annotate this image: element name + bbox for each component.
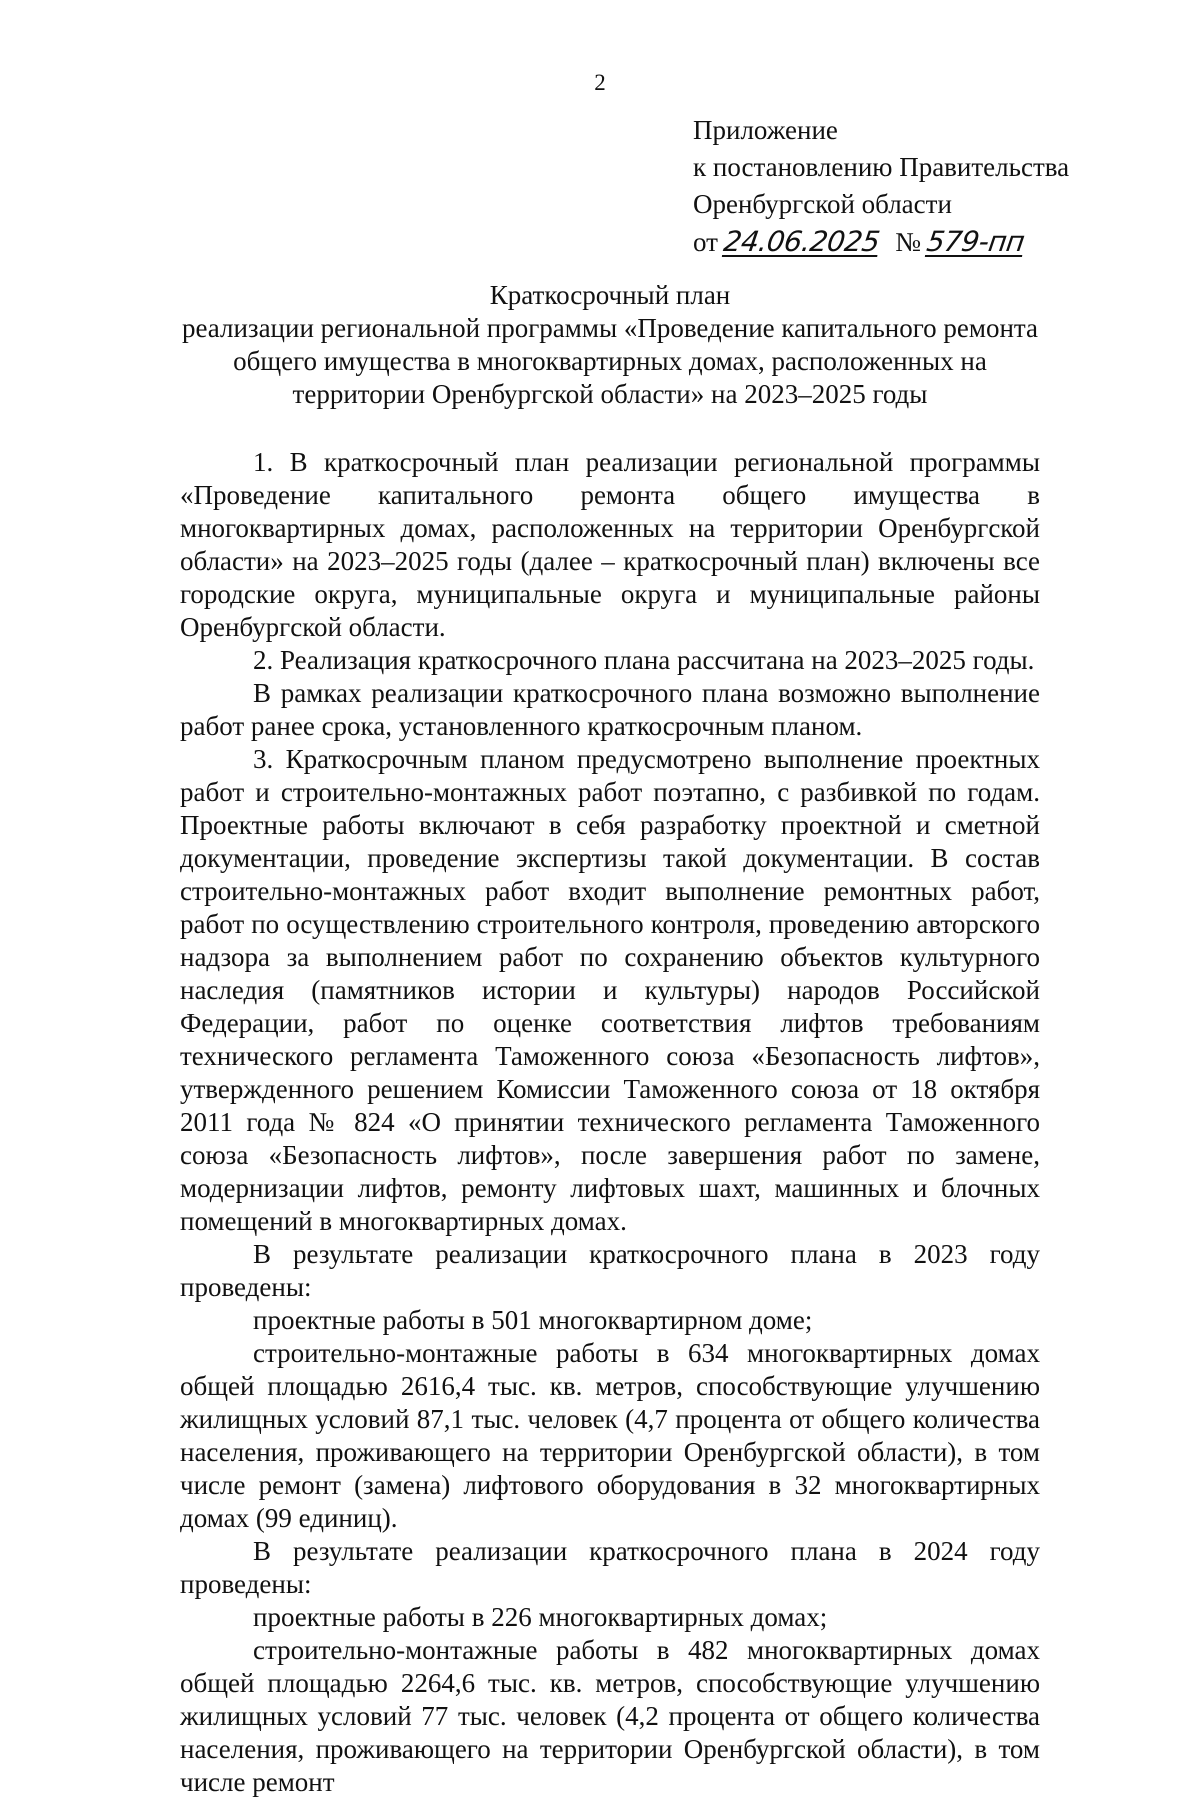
paragraph-1: 1. В краткосрочный план реализации региональной программы «Проведение капитального ремонта общего имущества в многоквартирных домах, расположенных на территории Оренбургской области» на 2023–2025 годы (далее – краткосрочный план) включены все городские округа, муниципальные округа и муниципальные районы Оренбургской области. (180, 447, 1040, 642)
appendix-region: Оренбургской области (693, 189, 952, 219)
title-line-4: территории Оренбургской области» на 2023–2025 годы (292, 379, 928, 409)
paragraph-2: 2. Реализация краткосрочного плана рассчитана на 2023–2025 годы. (253, 645, 1035, 675)
from-label: от (693, 227, 718, 257)
title-line-3: общего имущества в многоквартирных домах, расположенных на (233, 346, 987, 376)
title-line-2: реализации региональной программы «Проведение капитального ремонта (181, 313, 1039, 343)
document-title (180, 279, 1040, 411)
page-number: 2 (594, 70, 606, 95)
handwritten-number: 579-пп (924, 225, 1027, 258)
appendix-title: Приложение (693, 115, 838, 145)
paragraph-3: В рамках реализации краткосрочного плана возможно выполнение работ ранее срока, установленного краткосрочным планом. (180, 678, 1040, 741)
title-line-1: Краткосрочный план (489, 280, 731, 310)
paragraph-8: В результате реализации краткосрочного плана в 2024 году проведены: (180, 1536, 1040, 1599)
appendix-reference: к постановлению Правительства (693, 152, 1070, 182)
paragraph-6: проектные работы в 501 многоквартирном доме; (253, 1305, 813, 1335)
paragraph-10: строительно-монтажные работы в 482 многоквартирных домах общей площадью 2264,6 тыс. кв. метров, способствующие улучшению жилищных условий 77 тыс. человек (4,2 процента от общего количества населения, проживающего на территории Оренбургской области), в том числе ремонт (180, 1635, 1040, 1797)
paragraph-7: строительно-монтажные работы в 634 многоквартирных домах общей площадью 2616,4 тыс. кв. метров, способствующие улучшению жилищных условий 87,1 тыс. человек (4,7 процента от общего количества населения, проживающего на территории Оренбургской области), в том числе ремонт (замена) лифтового оборудования в 32 многоквартирных домах (99 единиц). (180, 1338, 1040, 1533)
paragraph-4: 3. Краткосрочным планом предусмотрено выполнение проектных работ и строительно-монтажных работ поэтапно, с разбивкой по годам. Проектные работы включают в себя разработку проектной и сметной документации, проведение экспертизы такой документации. В состав строительно-монтажных работ входит выполнение ремонтных работ, работ по осуществлению строительного контроля, проведению авторского надзора за выполнением работ по сохранению объектов культурного наследия (памятников истории и культуры) народов Российской Федерации, работ по оценке соответствия лифтов требованиям технического регламента Таможенного союза «Безопасность лифтов», утвержденного решением Комиссии Таможенного союза от 18 октября 2011 года № 824 «О принятии технического регламента Таможенного союза «Безопасность лифтов», после завершения работ по замене, модернизации лифтов, ремонту лифтовых шахт, машинных и блочных помещений в многоквартирных домах. (180, 744, 1040, 1236)
paragraph-5: В результате реализации краткосрочного плана в 2023 году проведены: (180, 1239, 1040, 1302)
handwritten-date: 24.06.2025 (721, 225, 882, 258)
appendix-header (693, 112, 1069, 261)
appendix-date-number-line (693, 223, 1069, 261)
paragraph-9: проектные работы в 226 многоквартирных домах; (253, 1602, 828, 1632)
number-label: № (895, 227, 922, 257)
document-body (180, 446, 1040, 1799)
